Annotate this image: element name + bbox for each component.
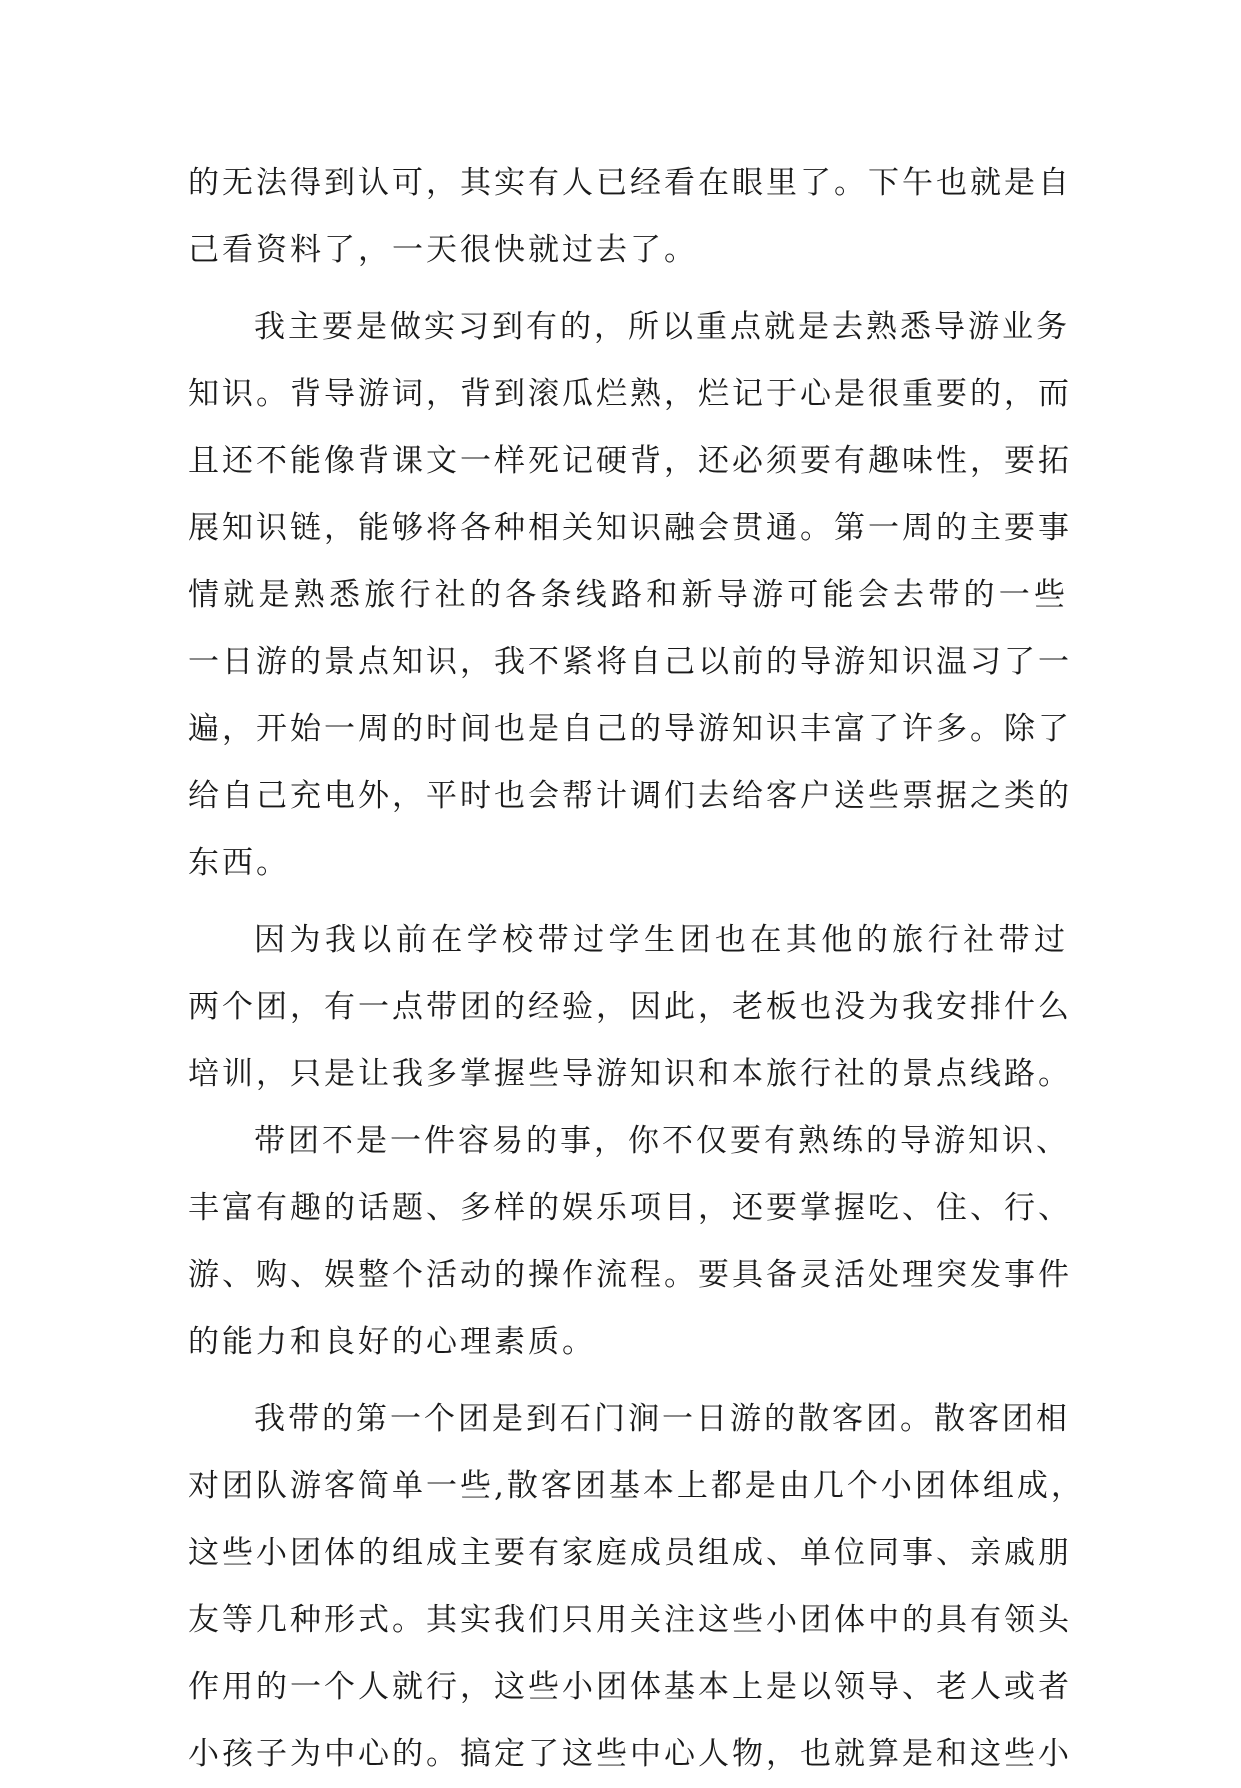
paragraph-line: 展知识链，能够将各种相关知识融会贯通。第一周的主要事: [188, 510, 1072, 546]
paragraph-line: 友等几种形式。其实我们只用关注这些小团体中的具有领头: [188, 1602, 1072, 1638]
paragraph-line: 的能力和良好的心理素质。: [188, 1324, 596, 1360]
paragraph-line: 己看资料了，一天很快就过去了。: [188, 232, 698, 268]
paragraph-line: 东西。: [188, 845, 290, 881]
document-body: [188, 150, 1085, 1788]
paragraph-line: 给自己充电外，平时也会帮计调们去给客户送些票据之类的: [188, 778, 1072, 814]
paragraph-line: 情就是熟悉旅行社的各条线路和新导游可能会去带的一些: [188, 577, 1068, 613]
paragraph-line: 遍，开始一周的时间也是自己的导游知识丰富了许多。除了: [188, 711, 1072, 747]
paragraph-line: 的无法得到认可，其实有人已经看在眼里了。下午也就是自: [188, 165, 1072, 201]
paragraph-line: 对团队游客简单一些,散客团基本上都是由几个小团体组成，: [188, 1468, 1085, 1504]
paragraph: [188, 1386, 1085, 1788]
paragraph-gap: [188, 1376, 1068, 1386]
paragraph-line: 小孩子为中心的。搞定了这些中心人物，也就算是和这些小: [188, 1736, 1072, 1772]
paragraph: [188, 150, 1072, 284]
paragraph-line: 一日游的景点知识，我不紧将自己以前的导游知识温习了一: [188, 644, 1072, 680]
paragraph-line: 作用的一个人就行，这些小团体基本上是以领导、老人或者: [188, 1669, 1072, 1705]
paragraph: [188, 294, 1072, 897]
paragraph-line: 且还不能像背课文一样死记硬背，还必须要有趣味性，要拓: [188, 443, 1072, 479]
paragraph: [188, 1108, 1072, 1376]
paragraph-line: 带团不是一件容易的事，你不仅要有熟练的导游知识、: [254, 1123, 1070, 1159]
paragraph-line: 我带的第一个团是到石门涧一日游的散客团。散客团相: [254, 1401, 1070, 1437]
paragraph-line: 两个团，有一点带团的经验，因此，老板也没为我安排什么: [188, 989, 1072, 1025]
paragraph-line: 培训，只是让我多掌握些导游知识和本旅行社的景点线路。: [188, 1056, 1072, 1092]
paragraph-line: 游、购、娱整个活动的操作流程。要具备灵活处理突发事件: [188, 1257, 1072, 1293]
paragraph-line: 知识。背导游词，背到滚瓜烂熟，烂记于心是很重要的，而: [188, 376, 1072, 412]
paragraph-line: 因为我以前在学校带过学生团也在其他的旅行社带过: [254, 922, 1068, 958]
paragraph-line: 这些小团体的组成主要有家庭成员组成、单位同事、亲戚朋: [188, 1535, 1072, 1571]
paragraph-gap: [188, 897, 1068, 907]
paragraph: [188, 907, 1072, 1108]
paragraph-line: 丰富有趣的话题、多样的娱乐项目，还要掌握吃、住、行、: [188, 1190, 1072, 1226]
paragraph-gap: [188, 284, 1068, 294]
paragraph-line: 我主要是做实习到有的，所以重点就是去熟悉导游业务: [254, 309, 1070, 345]
